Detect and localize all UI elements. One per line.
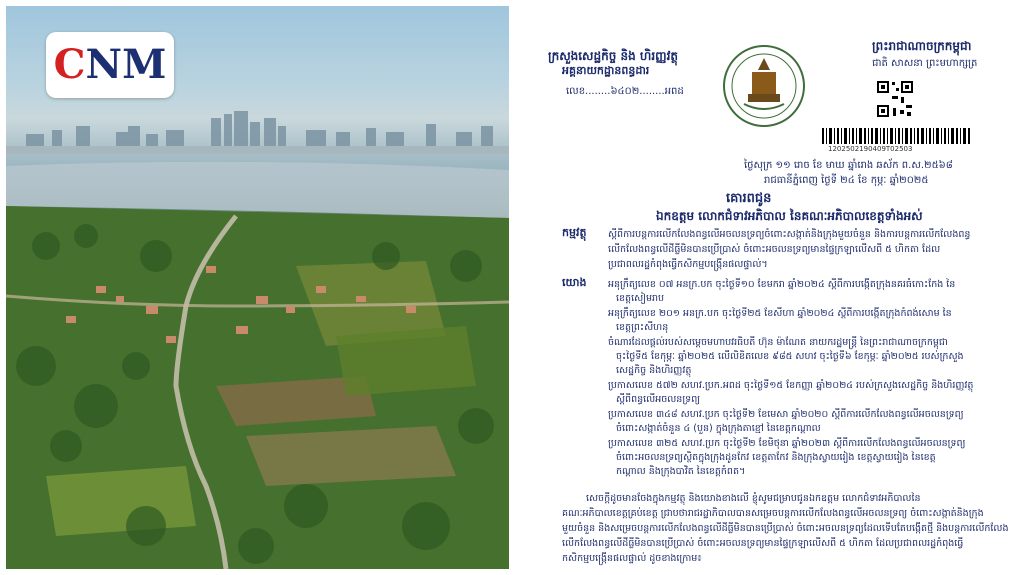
solar-date: រាជធានីភ្នំពេញ ថ្ងៃទី ២៤ ខែ កុម្ភៈ ឆ្នាំ២០២៥: [764, 175, 929, 186]
reference-line: ចំពោះអចលនទ្រព្យស្ថិតក្នុងក្រុងដូនកែវ ខេត្តតាកែវ និងក្រុងស្វាយរៀង ខេត្តស្វាយរៀង នៃខេត្ត: [616, 452, 936, 463]
subject-line: លើកលែងពន្ធលើដីធ្លីមិនបានប្រើប្រាស់ ចំពោះអចលនទ្រព្យមានផ្ទៃក្រឡាលើសពី ៥ ហិកតា ដែល: [608, 244, 941, 255]
reference-line: កណ្តាល និងក្រុងបាវិត នៃខេត្តកំពត។: [616, 466, 746, 477]
reference-line: ប្រកាសលេខ ៣២៥ សហវ.ប្រក ចុះថ្ងៃទី២ ខែមិថុនា ឆ្នាំ២០២៣ ស្តីពីការលើកលែងពន្ធលើអចលនទ្រព្យ: [608, 438, 966, 449]
subject-line: ប្រជាពលរដ្ឋកំពុងធ្វើកសិកម្មបង្ក្រើនផលផ្ទាល់។: [608, 259, 768, 270]
reference-line: ចំណារដែលផ្តល់របស់សម្តេចមហាបវរធិបតី ហ៊ុន ម៉ាណែត នាយករដ្ឋមន្ត្រី នៃព្រះរាជាណាចក្រកម្ពុជា: [608, 337, 948, 348]
reference-number: លេខ........៦៤០២........អពដ: [566, 86, 684, 97]
barcode-number: 1202502190409T02503: [828, 145, 913, 153]
cnm-logo[interactable]: [46, 32, 174, 98]
reference-line: សេដ្ឋកិច្ច និងហិរញ្ញវត្ថុ: [616, 365, 692, 376]
reference-line: ខេត្តសៀមរាប: [616, 293, 665, 304]
reference-line: អនុក្រឹត្យលេខ ០៧ អនក្រ.បក ចុះថ្ងៃទី១០ ខែមករា ឆ្នាំ២០២៤ ស្តីពីការបង្កើតក្រុងនគរធំកោះកែង នៃ: [608, 279, 956, 290]
body-line: លើកលែងពន្ធលើដីធ្លីមិនបានប្រើប្រាស់ ចំពោះអចលនទ្រព្យមានផ្ទៃក្រឡាលើសពី ៥ ហិកតា ដែលប្រជាពលរដ្ឋកំពុងធ្វើ: [562, 538, 964, 549]
reference-line: ខេត្តព្រះសីហនុ: [616, 322, 669, 333]
official-letter: [526, 0, 1020, 575]
city-aerial-photo: [6, 6, 509, 569]
logo-letter-c: C: [53, 41, 86, 88]
subject-label: កម្មវត្ថុ: [562, 226, 587, 239]
national-motto: ជាតិ សាសនា ព្រះមហាក្សត្រ: [872, 58, 978, 69]
body-line: សេចក្តីដូចមានចែងក្នុងកម្មវត្ថុ និងយោងខាងលើ ខ្ញុំសូមជម្រាបជូនឯកឧត្តម លោកជំទាវអភិបាលនៃ: [586, 493, 921, 504]
reference-line: ចំពោះសង្កាត់ចំនួន ៤ (បួន) ក្នុងក្រុងតាខ្មៅ នៃខេត្តកណ្តាល: [616, 423, 821, 434]
body-line: មួយចំនួន និងសម្រេចបន្តការលើកលែងពន្ធលើដីធ្លីមិនបានប្រើប្រាស់ ចំពោះអចលនទ្រព្យដែលទើបតែបង្កើតថ្មី និងបន្តការលើកលែង: [562, 523, 1009, 534]
reference-line: ចុះថ្ងៃទី៥ ខែកុម្ភៈ ឆ្នាំ២០២៥ លើលិខិតលេខ ៩៨៥ សហវ ចុះថ្ងៃទី៦ ខែកុម្ភៈ ឆ្នាំ២០២៥ របស់ក្រសួង: [616, 351, 964, 362]
department-name: អគ្គនាយកដ្ឋានពន្ធដារ: [562, 64, 650, 77]
reference-line: ស្តីពីពន្ធលើអចលនទ្រព្យ: [616, 394, 701, 405]
recipients: ឯកឧត្តម លោកជំទាវអភិបាល នៃគណៈអភិបាលខេត្តទាំងអស់: [656, 209, 923, 223]
salutation: គោរពជូន: [726, 191, 772, 206]
body-line: គណៈអភិបាលខេត្តគ្រប់ខេត្ត ជ្រាបថារាជរដ្ឋាភិបាលបានសម្រេចបន្តការលើកលែងពន្ធលើអចលនទ្រព្យ ចំពោះសង្កាត់និងក្រុង: [562, 508, 984, 519]
reference-line: ប្រកាសលេខ ៣៤៨ សហវ.ប្រក ចុះថ្ងៃទី២ ខែមេសា ឆ្នាំ២០២០ ស្តីពីការលើកលែងពន្ធលើអចលនទ្រព្យ: [608, 409, 964, 420]
qr-code-icon[interactable]: [876, 80, 914, 118]
barcode-icon: [822, 128, 970, 144]
tax-department-seal-icon: [722, 44, 806, 128]
reference-line: អនុក្រឹត្យលេខ ២០១ អនក្រ.បក ចុះថ្ងៃទី២៥ ខែសីហា ឆ្នាំ២០២៤ ស្តីពីការបង្កើតក្រុងកំពង់សោម នៃ: [608, 308, 952, 319]
logo-letters-nm: NM: [85, 41, 167, 88]
reference-line: ប្រកាសលេខ ៥៧២ សហវ.ប្រក.អពដ ចុះថ្ងៃទី១៥ ខែកញ្ញា ឆ្នាំ២០២៤ របស់ក្រសួងសេដ្ឋកិច្ច និងហិរញ្ញវត្ថុ: [608, 380, 974, 391]
body-line: កសិកម្មបង្ក្រើនផលផ្ទាល់ ដូចខាងក្រោម៖: [562, 553, 702, 564]
ministry-name: ក្រសួងសេដ្ឋកិច្ច និង ហិរញ្ញវត្ថុ: [548, 49, 678, 63]
kingdom-name: ព្រះរាជាណាចក្រកម្ពុជា: [872, 39, 972, 53]
lunar-date: ថ្ងៃសុក្រ ១១ រោច ខែ មាឃ ឆ្នាំរោង ឆស័ក ព.ស.២៥៦៨: [744, 160, 953, 171]
reference-label: យោង: [562, 276, 587, 289]
subject-line: ស្តីពីការបន្តការលើកលែងពន្ធលើអចលនទ្រព្យចំពោះសង្កាត់និងក្រុងមួយចំនួន និងការបន្តការលើកលែងពន្ធ: [608, 229, 971, 240]
